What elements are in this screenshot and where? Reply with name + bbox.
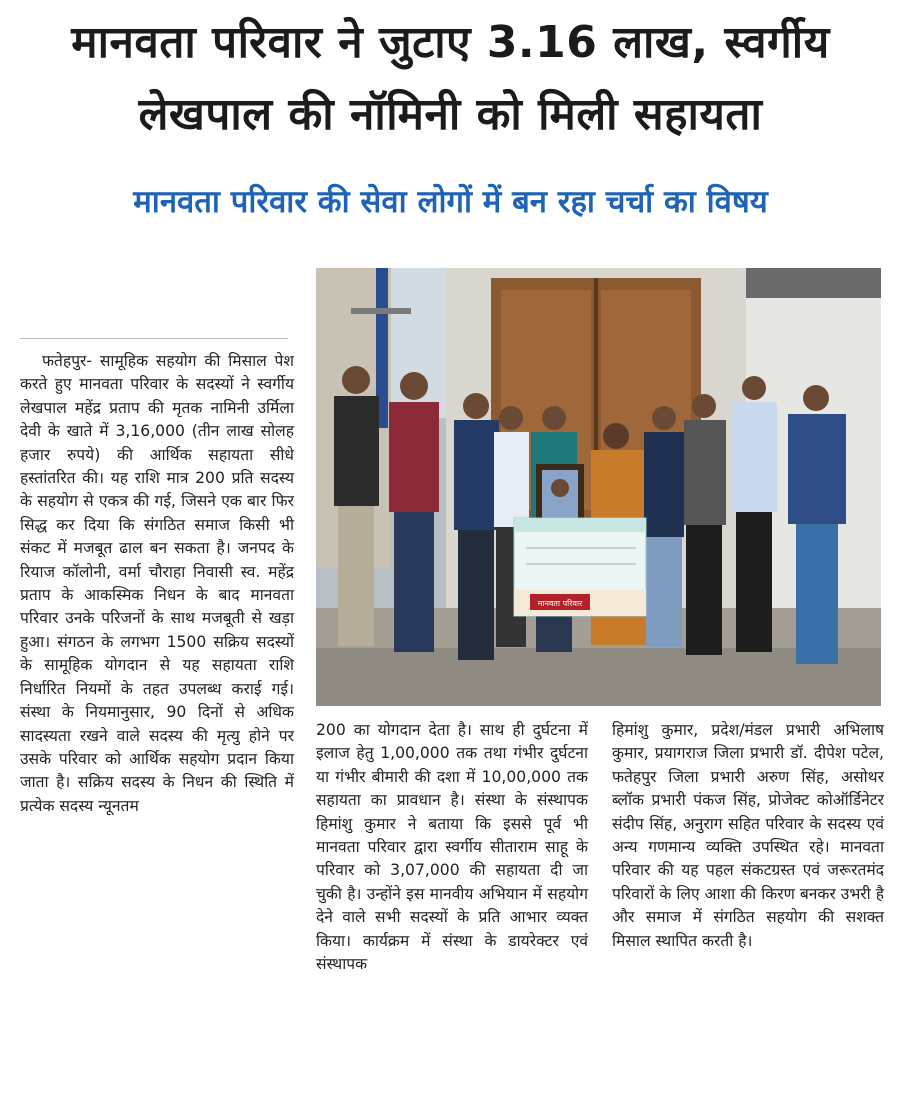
headline-line-1: मानवता परिवार ने जुटाए 3.16 लाख, स्वर्गीय bbox=[71, 17, 830, 68]
column-divider-rule bbox=[20, 338, 288, 339]
subheadline: मानवता परिवार की सेवा लोगों में बन रहा चर्चा का विषय bbox=[133, 184, 768, 220]
article-paragraph-3: हिमांशु कुमार, प्रदेश/मंडल प्रभारी अभिलाष कुमार, प्रयागराज जिला प्रभारी डॉ. दीपेश पटेल, फतेहपुर जिला प्रभारी अरुण सिंह, असोथर ब्लॉक प्रभारी पंकज सिंह, प्रोजेक्ट कोऑर्डिनेटर संदीप सिंह, अनुराग सहित परिवार के सदस्य एवं अन्य गणमान्य व्यक्ति उपस्थित रहे। मानवता परिवार की यह पहल संकटग्रस्त एवं जरूरतमंद परिवारों के लिए आशा की किरण बनकर उभरी है और समाज में संगठित सहयोग की सशक्त मिसाल स्थापित करती है। bbox=[612, 721, 884, 950]
cheque-banner-text: मानवता परिवार bbox=[537, 599, 583, 608]
article-column-2 bbox=[316, 719, 588, 976]
article-column-1 bbox=[20, 350, 294, 818]
headline-line-2: लेखपाल की नॉमिनी को मिली सहायता bbox=[138, 89, 763, 140]
article-paragraph-2: 200 का योगदान देता है। साथ ही दुर्घटना में इलाज हेतु 1,00,000 तक तथा गंभीर दुर्घटना या गंभीर बीमारी की दशा में 10,00,000 तक सहायता का प्रावधान है। संस्था के संस्थापक हिमांशु कुमार ने बताया कि इससे पूर्व भी मानवता परिवार द्वारा स्वर्गीय सीताराम साहू के परिवार को 3,07,000 की सहायता दी जा चुकी है। उन्होंने इस मानवीय अभियान में सहयोग देने वाले सभी सदस्यों के प्रति आभार व्यक्त किया। कार्यक्रम में संस्था के डायरेक्टर एवं संस्थापक bbox=[316, 721, 588, 974]
article-column-3 bbox=[612, 719, 884, 953]
news-photo bbox=[316, 268, 881, 706]
article-paragraph-1: फतेहपुर- सामूहिक सहयोग की मिसाल पेश करते हुए मानवता परिवार के सदस्यों ने स्वर्गीय लेखपाल महेंद्र प्रताप की मृतक नामिनी उर्मिला देवी के खाते में 3,16,000 (तीन लाख सोलह हजार रुपये) की आर्थिक सहायता सीधे हस्तांतरित की। यह राशि मात्र 200 प्रति सदस्य के सहयोग से एकत्र की गई, जिसने एक बार फिर सिद्ध कर दिया कि संगठित समाज किसी भी संकट में मजबूत ढाल बन सकता है। जनपद के रियाज कॉलोनी, वर्मा चौराहा निवासी स्व. महेंद्र प्रताप के आकस्मिक निधन के बाद मानवता परिवार उनके परिजनों के साथ मजबूती से खड़ा हुआ। संगठन के लगभग 1500 सक्रिय सदस्यों के सामूहिक योगदान से यह सहायता राशि निर्धारित नियमों के तहत उपलब्ध कराई गई। संस्था के नियमानुसार, 90 दिनों से अधिक सादस्यता रखने वाले सदस्य की मृत्यु होने पर उसके परिवार को आर्थिक सहयोग प्रदान किया जाता है। सक्रिय सदस्य के निधन की स्थिति में प्रत्येक सदस्य न्यूनतम bbox=[20, 352, 294, 815]
